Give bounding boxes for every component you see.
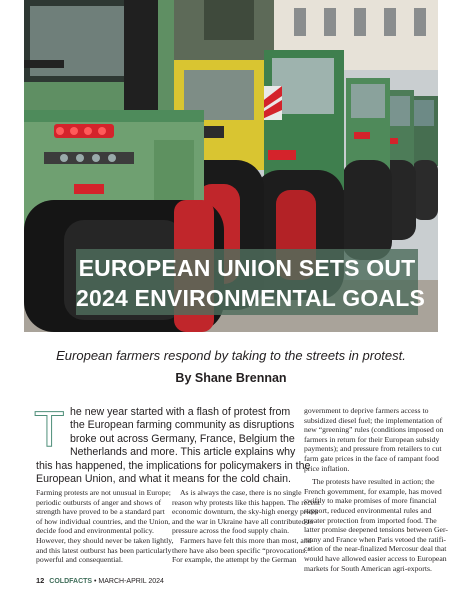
body-column-3 [304,406,448,573]
body-line: price inflation. [304,463,350,473]
body-line: However, they should never be taken lightly, [36,535,174,545]
body-line: farm gate prices in the face of rampant food [304,453,439,463]
body-line: Farmers have felt this more than most, and [180,535,312,545]
page-footer [36,576,164,585]
lead-line: broke out across Germany, France, Belgium the [70,432,295,445]
body-line: strength have proved to be a standard part [36,507,165,517]
issue-date: • MARCH-APRIL 2024 [94,578,164,585]
body-column-1 [36,488,174,565]
lead-paragraph [36,406,311,486]
body-line: The protests have resulted in action; the [312,477,435,487]
body-line: markets for South American agri-exports. [304,563,432,573]
body-column-2 [172,488,321,565]
body-line: and this latest outburst has been particularly [36,545,172,555]
body-line: farmers in return for their European subsidy [304,434,440,444]
body-line: support, reduced environmental rules and [304,505,432,515]
svg-text:T: T [34,406,65,452]
body-line: Farming protests are not unusual in Europe; [36,488,171,497]
lead-line: this has happened, the implications for policymakers in the [36,459,311,472]
body-line: decide food and environmental policy. [36,526,154,536]
headline-line-1: EUROPEAN UNION SETS OUT [78,255,416,281]
body-line: payments); and pressure from retailers to cut [304,444,442,454]
body-line: and the war in Ukraine have all contributed to [172,516,314,526]
lead-line: European Union, and what it means for the cold chain. [36,473,291,486]
body-line: As is always the case, there is no single [180,488,302,497]
body-line: swiftly to make promises of more financial [304,496,437,506]
body-line: periodic outbursts of anger and shows of [36,497,162,507]
body-line: reason why protests like this happen. The recent [172,497,321,507]
body-line: cation of the near-finalized Mercosur deal that [304,544,447,554]
body-line: pressure across the food supply chain. [172,526,289,536]
article-deck: European farmers respond by taking to the streets in protest. [56,348,406,363]
body-line: of how individual countries, and the Union, [36,516,171,526]
body-line: new “greening” rules (conditions imposed on [304,425,444,435]
lead-line: Netherlands and more. This article explains why [70,446,296,459]
body-line: greater protection from imported food. The [304,515,437,525]
article-headline [76,249,426,315]
body-line: French government, for example, has moved [304,486,442,496]
body-line: economic downturn, the sky-high energy prices [172,507,319,517]
page-number: 12 [36,576,45,585]
body-line: there have also been specific “provocations.” [172,545,311,555]
body-line: latter promise deepened tensions between Ger- [304,525,448,535]
body-line: subsidized diesel fuel; the implementation of [304,415,443,425]
body-line: For example, the attempt by the German [172,555,297,565]
headline-line-2: 2024 ENVIRONMENTAL GOALS [76,285,426,311]
body-line: government to deprive farmers access to [304,406,429,415]
body-line: powerful and consequential. [36,555,123,565]
body-line: would have allowed easier access to European [304,553,447,563]
body-line: many and France when Paris vetoed the ratifi- [304,534,446,544]
magazine-name: COLDFACTS [49,578,93,585]
lead-line: he new year started with a flash of protest from [70,406,291,418]
lead-line: the European farming community as disruptions [70,419,295,432]
author-byline: By Shane Brennan [175,371,287,385]
